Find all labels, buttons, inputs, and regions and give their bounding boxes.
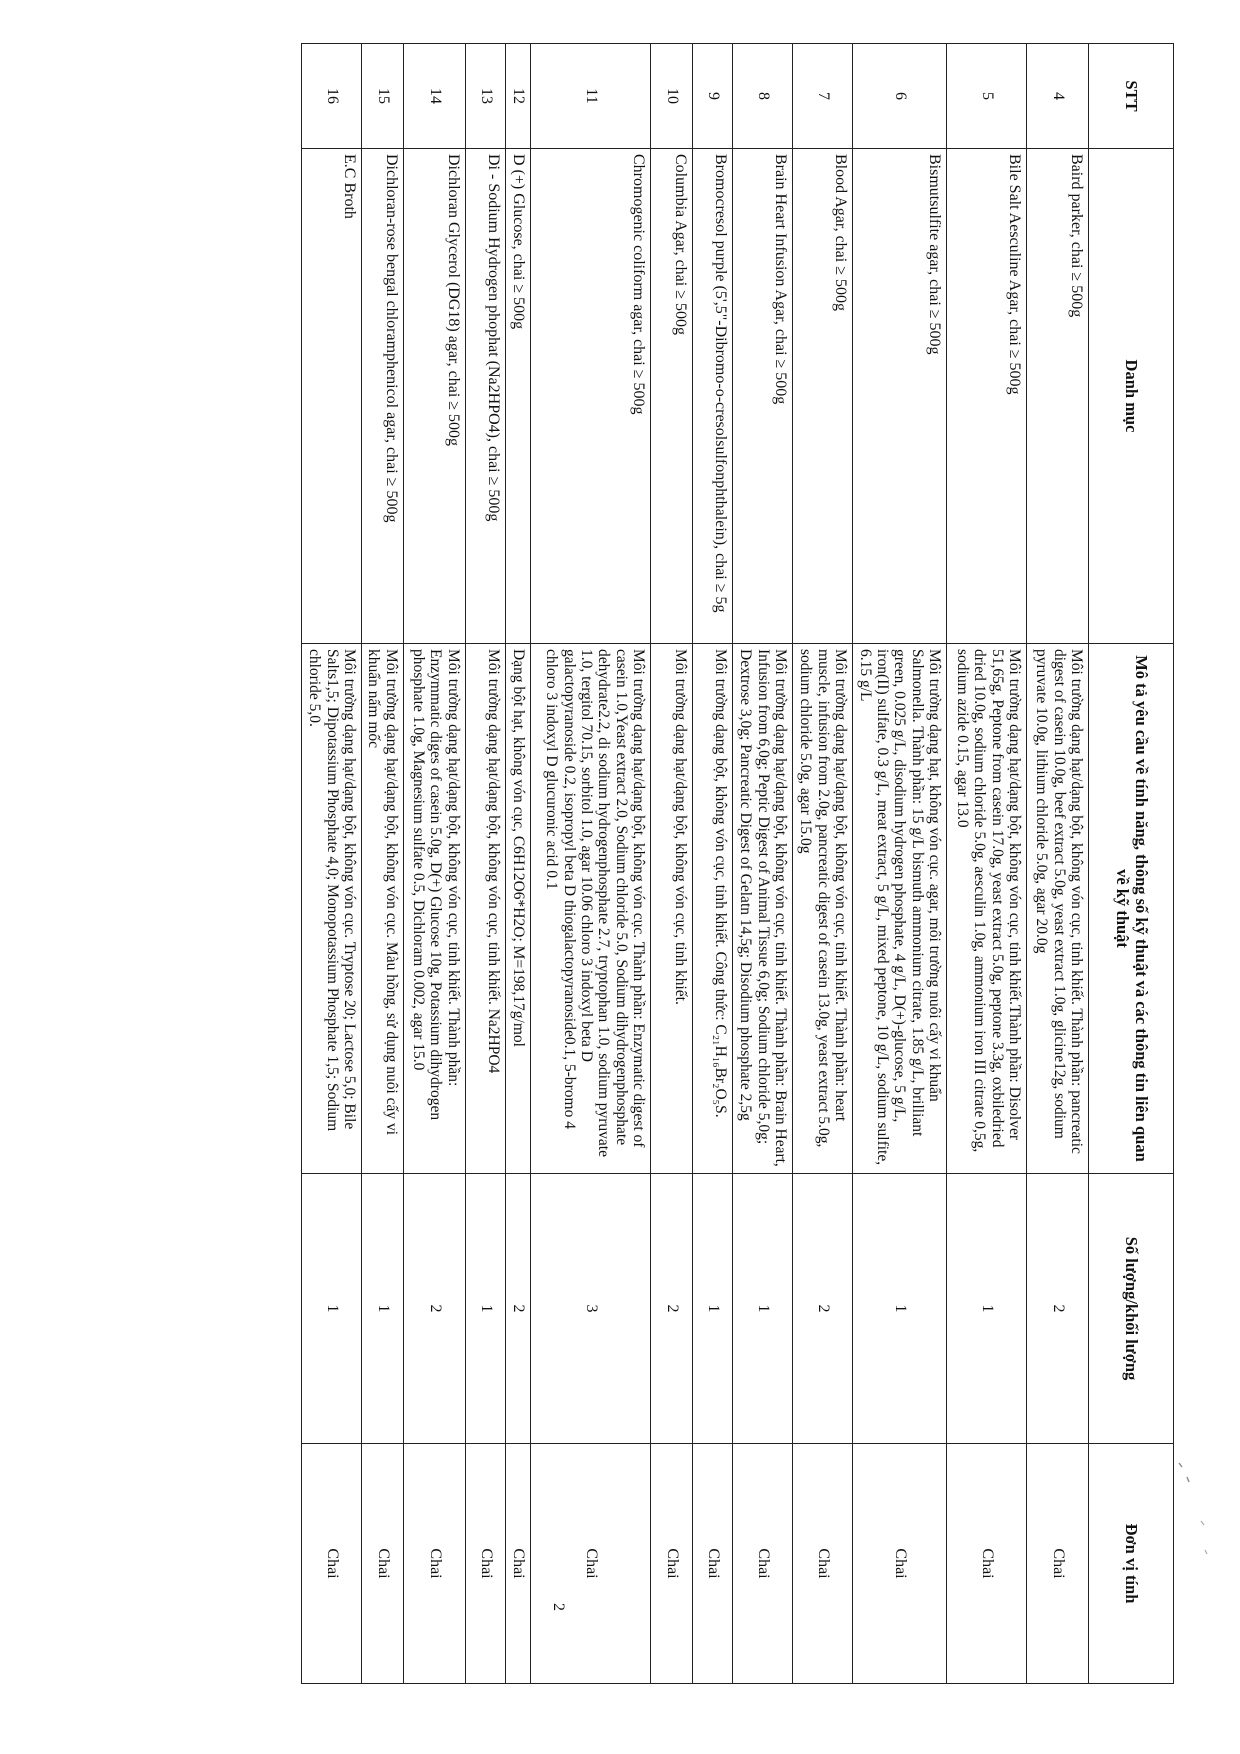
row-stt: 7 — [793, 44, 853, 149]
row-stt: 12 — [505, 44, 530, 149]
row-quantity: 1 — [693, 1174, 733, 1444]
row-name: E.C Broth — [302, 149, 362, 644]
row-name: D (+) Glucose, chai ≥ 500g — [505, 149, 530, 644]
header-unit: Đơn vị tính — [1089, 1444, 1174, 1684]
row-stt: 10 — [651, 44, 693, 149]
row-stt: 15 — [362, 44, 404, 149]
row-stt: 4 — [1027, 44, 1089, 149]
row-description: Môi trường dạng hạt/dạng bột, không vón cục, tinh khiết. Na2HPO4 — [465, 644, 505, 1174]
row-stt: 13 — [465, 44, 505, 149]
row-unit: Chai — [403, 1444, 465, 1684]
table-row — [693, 44, 733, 1684]
row-name: Bismutsulfite agar, chai ≥ 500g — [853, 149, 947, 644]
row-quantity: 2 — [793, 1174, 853, 1444]
row-stt: 8 — [733, 44, 793, 149]
row-description: Môi trường dạng hạt/dạng bột, không vón cục, tinh khiết. — [651, 644, 693, 1174]
row-quantity: 1 — [853, 1174, 947, 1444]
row-unit: Chai — [1027, 1444, 1089, 1684]
header-name: Danh mục — [1089, 149, 1174, 644]
row-stt: 11 — [531, 44, 651, 149]
table-row — [651, 44, 693, 1684]
row-name: Dichloran-rose bengal chloramphenicol agar, chai ≥ 500g — [362, 149, 404, 644]
row-name: Columbia Agar, chai ≥ 500g — [651, 149, 693, 644]
row-unit: Chai — [505, 1444, 530, 1684]
row-name: Brain Heart Infusion Agar, chai ≥ 500g — [733, 149, 793, 644]
row-stt: 6 — [853, 44, 947, 149]
table-row — [362, 44, 404, 1684]
row-name: Bile Salt Aesculine Agar, chai ≥ 500g — [947, 149, 1027, 644]
table-row — [302, 44, 362, 1684]
row-quantity: 2 — [505, 1174, 530, 1444]
table-row — [853, 44, 947, 1684]
row-quantity: 2 — [651, 1174, 693, 1444]
row-name: Dichloran Glycerol (DG18) agar, chai ≥ 500g — [403, 149, 465, 644]
table-row — [947, 44, 1027, 1684]
table-row — [465, 44, 505, 1684]
row-name: Blood Agar, chai ≥ 500g — [793, 149, 853, 644]
row-quantity: 2 — [403, 1174, 465, 1444]
row-unit: Chai — [531, 1444, 651, 1684]
row-stt: 5 — [947, 44, 1027, 149]
row-description: Môi trường dạng hạt/dạng bột, không vón cục, tinh khiết. Thành phần: pancreatic digest of casein 10.0g, beef extract 5.0g, yeast extract 1.0g, glicine12g, sodium pyruvate 10.0g, lithium chloride 5.0g, agar 20.0g — [1027, 644, 1089, 1174]
header-description: Mô tả yêu cầu về tính năng, thông số kỹ thuật và các thông tin liên quan về kỹ thuật — [1089, 644, 1174, 1174]
row-name: Di - Sodium Hydrogen phophat (Na2HPO4), chai ≥ 500g — [465, 149, 505, 644]
row-description: Môi trường dạng hạt/dạng bột, không vón cục. Thành phần: Enzymatic digest of casein 1.0,Yeast extract 2.0, Sodium chloride 5.0, Sodium dihydrogenphosphate dehydrate2.2, di sodium hydrogenphosphate 2.7, tryptophan 1.0, sodium pyruvate 1.0, tergitol 70.15, sorbitol 1.0, agar 10.06 chloro 3 indoxyl beta D galactopyranoside 0.2, isopropyl beta D thiogalactopyranoside0.1, 5-bromo 4 chloro 3 indoxyl D glucuronic acid 0.1 — [531, 644, 651, 1174]
table-row — [733, 44, 793, 1684]
rotated-page — [102, 43, 1174, 1683]
row-name: Bromocresol purple (5',5"-Dibromo-o-cresolsulfonphthalein), chai ≥ 5g — [693, 149, 733, 644]
table-row — [793, 44, 853, 1684]
row-unit: Chai — [793, 1444, 853, 1684]
row-unit: Chai — [465, 1444, 505, 1684]
row-name: Baird parker, chai ≥ 500g — [1027, 149, 1089, 644]
row-name: Chromogenic coliform agar, chai ≥ 500g — [531, 149, 651, 644]
row-description: Môi trường dạng hạt/dạng bột, không vón cục. Màu hồng, sử dụng nuôi cấy vi khuẩn nấm mốc — [362, 644, 404, 1174]
row-description: Môi trường dạng hạt/dạng bột, không vón cục, tinh khiết. Thành phần: Enzymmatic diges of casein 5.0g, D(+) Glucose 10g, Potassium dihydrogen phosphate 1.0g, Magnesium sulfate 0.5, Dichloram 0.002, agar 15.0 — [403, 644, 465, 1174]
table-body — [302, 44, 1089, 1684]
row-description: Môi trường dạng hạt, không vón cục. agar, môi trường nuôi cấy vi khuẩn Salmonella. Thành phần: 15 g/L bismuth ammonium citrate, 1.85 g/L, brilliant green, 0.025 g/L, disodium hydrogen phosphate, 4 g/L, D(+)-glucose, 5 g/L, iron(II) sulfate, 0.3 g/L, meat extract, 5 g/L, mixed peptone, 10 g/L, sodium sulfite, 6.15 g/L — [853, 644, 947, 1174]
row-description: Môi trường dạng bột, không vón cục, tinh khiết. Công thức: C₂₁H₁₆Br₂O₅S. — [693, 644, 733, 1174]
row-unit: Chai — [362, 1444, 404, 1684]
table-row — [505, 44, 530, 1684]
row-quantity: 1 — [362, 1174, 404, 1444]
row-description: Môi trường dạng hạt/dạng bột, không vón cục, tinh khiết.Thành phần: Disolver 51,65g, Peptone from casein 17.0g, yeast extract 5.0g, peptone 3.3g, oxbiledried dried 10.0g, sodium chloride 5.0g, aesculin 1.0g, ammonium iron III citrate 0,5g, sodium azide 0.15, agar 13.0 — [947, 644, 1027, 1174]
table-row — [403, 44, 465, 1684]
row-unit: Chai — [693, 1444, 733, 1684]
row-description: Dạng bột hạt, không vón cục, C6H12O6*H2O; M=198,17g/mol — [505, 644, 530, 1174]
row-description: Môi trường dạng hạt/dạng bột, không vón cục. Tryptose 20; Lactose 5,0; Bile Salts1,5; Dipotassium Phosphate 4,0; Monopotassium Phosphate 1,5; Sodium chloride 5,0. — [302, 644, 362, 1174]
table-row — [1027, 44, 1089, 1684]
row-unit: Chai — [853, 1444, 947, 1684]
row-stt: 16 — [302, 44, 362, 149]
row-unit: Chai — [302, 1444, 362, 1684]
table-row — [531, 44, 651, 1684]
row-quantity: 1 — [947, 1174, 1027, 1444]
row-quantity: 3 — [531, 1174, 651, 1444]
table-header-row — [1089, 44, 1174, 1684]
header-quantity: Số lượng/khối lượng — [1089, 1174, 1174, 1444]
row-quantity: 1 — [302, 1174, 362, 1444]
row-stt: 9 — [693, 44, 733, 149]
row-description: Môi trường dạng hạt/dạng bột, không vón cục, tinh khiết. Thành phần: Brain Heart, Infusion from 6,0g; Peptic Digest of Animal Tissue 6,0g; Sodium chloride 5,0g; Dextrose 3,0g; Pancreatic Digest of Gelatn 14,5g; Disodium phosphate 2,5g — [733, 644, 793, 1174]
supply-table — [301, 43, 1174, 1684]
scan-marks — [1175, 1455, 1215, 1565]
row-quantity: 1 — [733, 1174, 793, 1444]
header-stt: STT — [1089, 44, 1174, 149]
row-unit: Chai — [733, 1444, 793, 1684]
row-unit: Chai — [947, 1444, 1027, 1684]
page-number: 2 — [550, 1603, 567, 1611]
row-quantity: 2 — [1027, 1174, 1089, 1444]
row-quantity: 1 — [465, 1174, 505, 1444]
row-unit: Chai — [651, 1444, 693, 1684]
row-stt: 14 — [403, 44, 465, 149]
row-description: Môi trường dạng hạt/dạng bột, không vón cục, tinh khiết. Thành phần: heart muscle, infusion from 2.0g, pancreatic digest of casein 13.0g, yeast extract 5.0g, sodium chloride 5.0g, agar 15.0g — [793, 644, 853, 1174]
